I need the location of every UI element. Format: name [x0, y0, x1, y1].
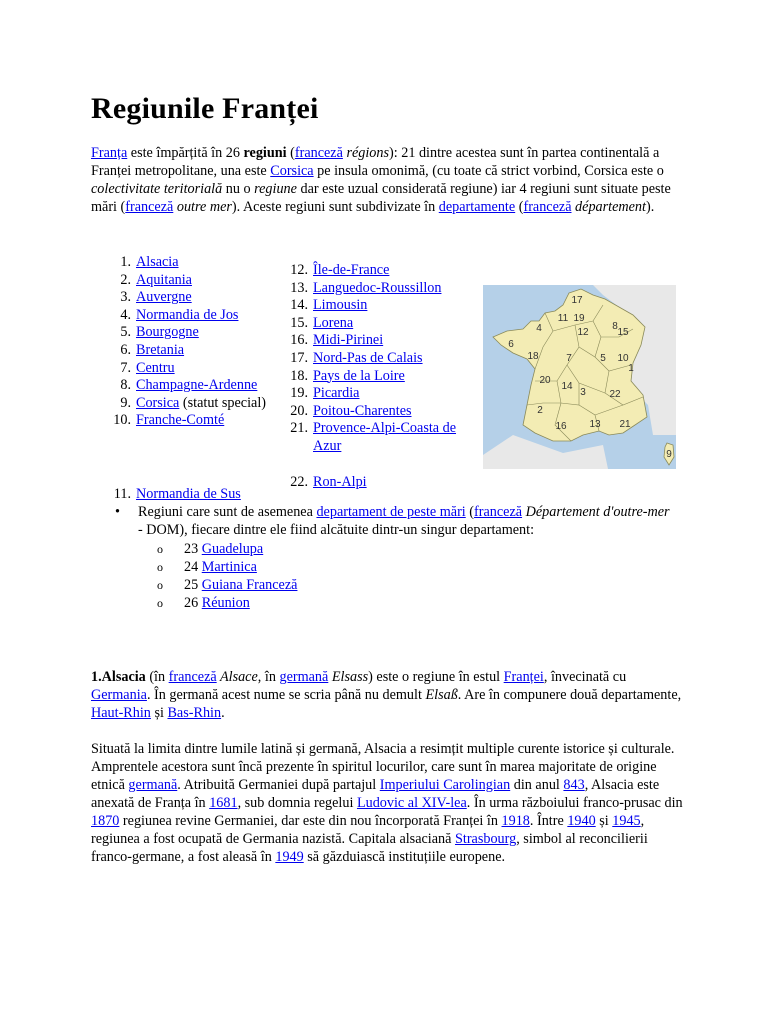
link-departamente[interactable]: departamente: [438, 199, 516, 215]
text: .: [221, 705, 225, 721]
link-1940[interactable]: 1940: [567, 813, 596, 829]
region-item: [91, 307, 271, 325]
region-item: [268, 280, 483, 298]
region-link[interactable]: Bretania: [136, 341, 185, 358]
map-label: 15: [617, 327, 629, 338]
intro-paragraph: [91, 144, 683, 216]
dom-bullet: [115, 503, 675, 539]
text: ): 21 dintre acestea sunt în partea continentală a Franței metropolitane, una este: [91, 145, 660, 179]
map-label: 16: [555, 421, 567, 432]
text: . În germană acest nume se scria până nu demult: [146, 687, 426, 703]
italic-colectivitate: colectivitate teritorială: [91, 181, 223, 197]
region-item: [268, 262, 483, 280]
link-franceza[interactable]: franceză: [168, 669, 217, 685]
link-strasbourg[interactable]: Strasbourg: [454, 831, 517, 847]
link-germania[interactable]: Germania: [91, 687, 147, 703]
region-number: 3.: [120, 289, 131, 306]
link-franceza[interactable]: franceză: [523, 199, 572, 215]
regions-list-right: [268, 262, 483, 491]
link-1870[interactable]: 1870: [91, 813, 120, 829]
link-franceza[interactable]: franceză: [125, 199, 174, 215]
region-number: 14.: [290, 297, 308, 314]
text: . În urma războiului franco-prusac din: [466, 795, 683, 811]
text: (: [465, 504, 475, 520]
text: Situată la limita dintre lumile latină și germană, Alsacia a resimțit multiple curente istorice și culturale. Amprentele acestora sunt încă prezente în spiritul locurilor, care sunt în marea majoritate de origine etnică: [91, 741, 675, 793]
region-link[interactable]: Pays de la Loire: [313, 367, 405, 384]
map-label: 5: [600, 353, 606, 364]
text: și: [595, 813, 613, 829]
link-corsica[interactable]: Corsica: [270, 163, 314, 179]
italic-departement: département: [571, 199, 646, 215]
page-title: Regiunile Franței: [91, 92, 319, 125]
dom-link[interactable]: Guiana Franceză: [201, 577, 298, 593]
region-item: [268, 297, 483, 315]
dom-number: 25: [184, 577, 202, 593]
map-label: 22: [609, 389, 621, 400]
region-number: 1.: [120, 254, 131, 270]
map-label: 19: [573, 313, 585, 324]
text: pe insula omonimă, (cu toate că strict vorbind, Corsica este o: [313, 163, 664, 179]
region-number: 2.: [120, 271, 131, 288]
italic-alsace: Alsace: [216, 669, 258, 685]
map-label: 3: [580, 387, 586, 398]
region-item: [91, 272, 271, 290]
text: să găzduiască instituțiile europene.: [303, 849, 506, 865]
region-link[interactable]: Normandia de Jos: [136, 306, 239, 323]
region-number: 18.: [290, 367, 308, 384]
region-number: 9.: [120, 394, 131, 411]
text: , Alsacia este anexată de Franța în: [91, 777, 660, 811]
circle-bullet-icon: o: [157, 542, 163, 556]
region-item-11: [91, 485, 291, 503]
region-link[interactable]: Aquitania: [136, 271, 192, 288]
region-link[interactable]: Alsacia: [136, 254, 179, 270]
text: . Atribuită Germaniei după partajul: [177, 777, 380, 793]
italic-elsass: Elsass: [328, 669, 369, 685]
link-843[interactable]: 843: [563, 777, 585, 793]
dom-list: [157, 540, 297, 612]
region-item: [268, 403, 483, 421]
france-regions-map: [483, 285, 676, 469]
text: nu o: [222, 181, 255, 197]
region-note: (statut special): [179, 394, 267, 411]
text: , sub domnia regelui: [237, 795, 357, 811]
regions-list-left: [91, 254, 271, 430]
map-label: 8: [612, 321, 618, 332]
text: Regiuni care sunt de asemenea: [138, 504, 317, 520]
text: (: [515, 199, 524, 215]
dom-link[interactable]: Guadelupa: [201, 541, 264, 557]
region-link[interactable]: Corsica: [136, 394, 180, 411]
link-1945[interactable]: 1945: [612, 813, 641, 829]
region-item: [268, 315, 483, 333]
region-item: [268, 420, 483, 455]
text: regiunea revine Germaniei, dar este din nou încorporată Franței în: [119, 813, 502, 829]
map-label: 12: [577, 327, 589, 338]
text: ).: [645, 199, 655, 215]
map-label: 4: [536, 323, 542, 334]
map-label: 7: [566, 353, 572, 364]
region-item: [268, 332, 483, 350]
region-link[interactable]: Bourgogne: [136, 324, 199, 341]
region-number: 11.: [113, 486, 131, 502]
region-link[interactable]: Ron-Alpi: [313, 473, 367, 490]
link-franceza[interactable]: franceză: [294, 145, 343, 161]
text: ) este o regiune în estul: [368, 669, 504, 685]
region-item: [91, 377, 271, 395]
dom-item: [157, 594, 297, 612]
region-link[interactable]: Poitou-Charentes: [313, 402, 412, 419]
text: este împărțită în 26: [127, 145, 244, 161]
text: (: [286, 145, 295, 161]
link-germana[interactable]: germană: [128, 777, 178, 793]
region-link[interactable]: Limousin: [313, 297, 368, 314]
alsacia-paragraph-2: [91, 740, 683, 866]
text: dar este uzual considerată regiune) iar 4 regiuni sunt situate peste mări (: [91, 181, 671, 215]
text: , învecinată cu: [543, 669, 627, 685]
region-link[interactable]: Midi-Pirinei: [313, 332, 384, 349]
region-item: [91, 395, 271, 413]
link-germana[interactable]: germană: [279, 669, 329, 685]
region-number: 7.: [120, 359, 131, 376]
map-label: 9: [666, 449, 672, 460]
region-item: [268, 350, 483, 368]
italic-regiune: regiune: [254, 181, 297, 197]
map-label: 21: [619, 419, 631, 430]
region-link[interactable]: Lorena: [313, 314, 354, 331]
region-number: 6.: [120, 341, 131, 358]
region-item: [268, 474, 483, 492]
text: și: [150, 705, 168, 721]
region-link[interactable]: Franche-Comté: [136, 412, 225, 429]
region-link[interactable]: Centru: [136, 359, 175, 376]
text: . Are în compunere două departamente,: [457, 687, 682, 703]
region-item: [268, 368, 483, 386]
region-number: 19.: [290, 385, 308, 402]
map-label: 17: [571, 295, 583, 306]
circle-bullet-icon: o: [157, 578, 163, 592]
region-item: [91, 289, 271, 307]
map-label: 18: [527, 351, 539, 362]
dom-item: [157, 576, 297, 594]
region-number: 8.: [120, 377, 131, 394]
dom-number: 24: [184, 559, 202, 575]
dom-item: [157, 558, 297, 576]
link-bas-rhin[interactable]: Bas-Rhin: [167, 705, 222, 721]
region-link[interactable]: Normandia de Sus: [136, 486, 241, 502]
region-link[interactable]: Languedoc-Roussillon: [313, 279, 442, 296]
text: (în: [145, 669, 169, 685]
text: ). Aceste regiuni sunt subdivizate în: [231, 199, 439, 215]
region-item: [91, 360, 271, 378]
map-label: 20: [539, 375, 551, 386]
map-label: 1: [628, 363, 634, 374]
italic-elsas: Elsaß: [425, 687, 458, 703]
region-link[interactable]: Île-de-France: [313, 262, 390, 278]
link-1918[interactable]: 1918: [501, 813, 530, 829]
region-link[interactable]: Auvergne: [136, 289, 192, 306]
italic-outre-mer: outre mer: [173, 199, 232, 215]
link-imperiul-carolingian[interactable]: Imperiului Carolingian: [379, 777, 511, 793]
region-item: [91, 254, 271, 272]
link-1681[interactable]: 1681: [209, 795, 238, 811]
dom-number: 23: [184, 541, 202, 557]
circle-bullet-icon: o: [157, 596, 163, 610]
link-haut-rhin[interactable]: Haut-Rhin: [91, 705, 151, 721]
text: - DOM), fiecare dintre ele fiind alcătuite dintr-un singur departament:: [138, 522, 535, 538]
link-franta[interactable]: Franța: [91, 145, 128, 161]
region-number: 16.: [290, 332, 308, 349]
section-heading: 1.Alsacia: [91, 669, 146, 685]
region-number: 20.: [290, 402, 308, 419]
text: , simbol al reconcilierii franco-germane, a fost aleasă în: [91, 831, 648, 865]
circle-bullet-icon: o: [157, 560, 163, 574]
bullet-icon: •: [115, 504, 120, 520]
region-number: 21.: [290, 420, 308, 437]
map-label: 13: [589, 419, 601, 430]
text: din anul: [510, 777, 564, 793]
link-franceza[interactable]: franceză: [474, 504, 523, 520]
map-label: 11: [557, 313, 569, 324]
region-item: [91, 412, 271, 430]
map-label: 14: [561, 381, 573, 392]
map-label: 10: [617, 353, 629, 364]
dom-text: [138, 503, 675, 539]
link-frantei[interactable]: Franței: [503, 669, 544, 685]
link-ludovic[interactable]: Ludovic al XIV-lea: [356, 795, 467, 811]
region-link[interactable]: Picardia: [313, 385, 360, 402]
region-link[interactable]: Champagne-Ardenne: [136, 377, 258, 394]
link-1949[interactable]: 1949: [275, 849, 304, 865]
dom-number: 26: [184, 595, 202, 611]
region-item: [91, 342, 271, 360]
text: , regiunea a fost ocupată de Germania nazistă. Capitala alsaciană: [91, 813, 645, 847]
italic-regions: régions: [342, 145, 390, 161]
region-item: [268, 385, 483, 403]
region-link[interactable]: Provence-Alpi-Coasta de Azur: [313, 420, 457, 454]
region-number: 17.: [290, 349, 308, 366]
bold-regiuni: regiuni: [243, 145, 287, 161]
map-label: 6: [508, 339, 514, 350]
alsacia-paragraph-1: [91, 668, 683, 722]
region-number: 4.: [120, 306, 131, 323]
map-label: 2: [537, 405, 543, 416]
region-item: [91, 324, 271, 342]
italic-dom: Département d'outre-mer: [522, 504, 670, 520]
region-number: 10.: [113, 412, 131, 429]
text: , în: [257, 669, 280, 685]
region-number: 22.: [290, 473, 308, 490]
dom-link[interactable]: Réunion: [201, 595, 250, 611]
region-number: 13.: [290, 279, 308, 296]
region-number: 5.: [120, 324, 131, 341]
region-number: 15.: [290, 314, 308, 331]
dom-item: [157, 540, 297, 558]
text: . Între: [529, 813, 568, 829]
region-link[interactable]: Nord-Pas de Calais: [313, 349, 423, 366]
region-number: 12.: [290, 262, 308, 278]
link-departament-peste-mari[interactable]: departament de peste mări: [316, 504, 466, 520]
dom-link[interactable]: Martinica: [201, 559, 257, 575]
